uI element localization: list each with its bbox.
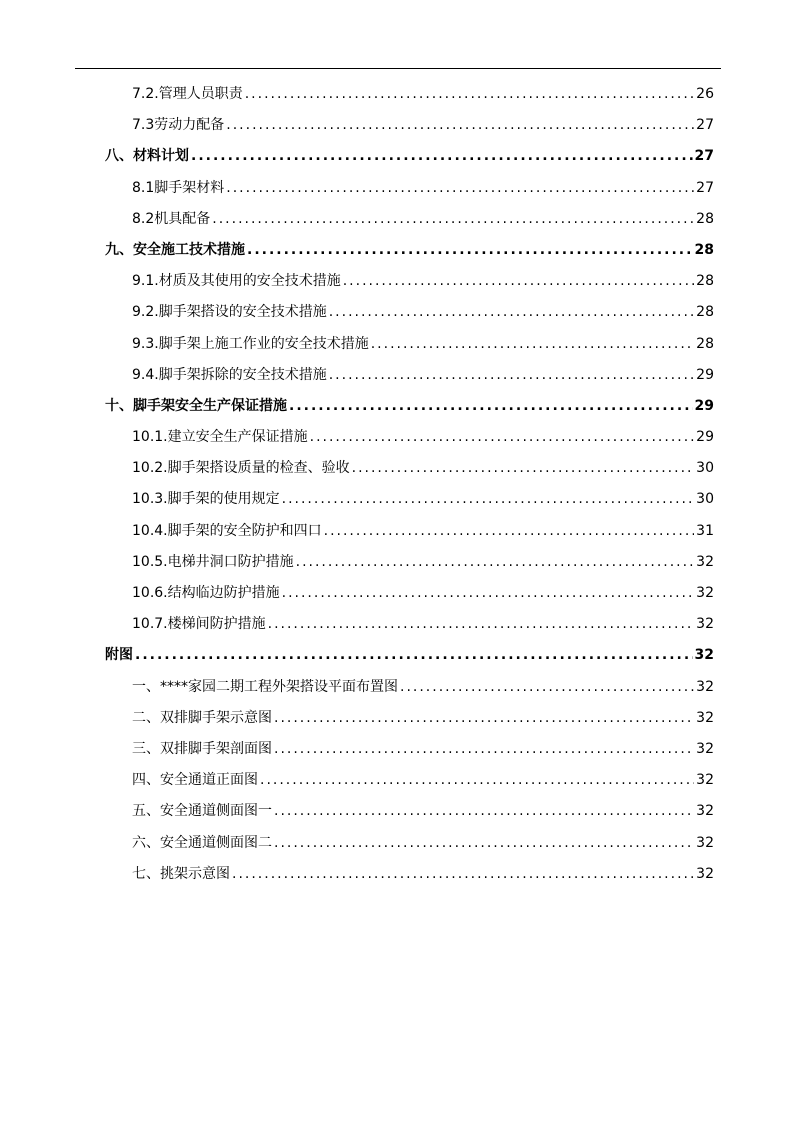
toc-page-number: 32 xyxy=(696,740,714,757)
toc-dot-leader xyxy=(282,491,695,507)
toc-section-entry[interactable] xyxy=(0,832,794,863)
toc-section-entry[interactable] xyxy=(0,488,794,519)
toc-entry-title: 八、材料计划 xyxy=(105,148,189,165)
toc-section-entry[interactable] xyxy=(0,301,794,332)
toc-dot-leader xyxy=(274,741,694,757)
toc-entry-title: 10.6.结构临边防护措施 xyxy=(132,585,280,601)
toc-entry-title: 8.2机具配备 xyxy=(132,210,211,227)
toc-page-number: 32 xyxy=(696,585,714,601)
toc-dot-leader xyxy=(260,772,694,788)
toc-dot-leader xyxy=(352,460,695,476)
toc-entry-title: 7.3劳动力配备 xyxy=(132,117,225,134)
toc-section-entry[interactable] xyxy=(0,83,794,114)
toc-page-number: 32 xyxy=(696,709,714,726)
toc-entry-title: 10.2.脚手架搭设质量的检查、验收 xyxy=(132,460,350,477)
toc-page-number: 32 xyxy=(696,834,714,851)
toc-section-entry[interactable] xyxy=(0,270,794,301)
toc-dot-leader xyxy=(245,86,694,102)
toc-dot-leader xyxy=(324,523,695,539)
toc-entry-title: 9.3.脚手架上施工作业的安全技术措施 xyxy=(132,335,369,352)
toc-dot-leader xyxy=(289,398,693,414)
toc-section-entry[interactable] xyxy=(0,364,794,395)
toc-dot-leader xyxy=(343,273,694,289)
toc-dot-leader xyxy=(226,117,694,133)
toc-entry-title: 三、双排脚手架剖面图 xyxy=(132,740,272,757)
toc-page-number: 29 xyxy=(696,429,714,446)
toc-dot-leader xyxy=(135,647,693,663)
toc-entry-title: 附图 xyxy=(105,647,133,664)
toc-page-number: 26 xyxy=(696,86,714,102)
header-rule xyxy=(75,68,721,69)
toc-chapter-entry[interactable] xyxy=(0,395,794,426)
toc-page-number: 28 xyxy=(694,241,714,258)
toc-dot-leader xyxy=(247,242,693,258)
toc-page-number: 27 xyxy=(694,148,714,165)
toc-entry-title: 10.5.电梯井洞口防护措施 xyxy=(132,553,294,570)
table-of-contents xyxy=(0,83,794,894)
toc-page-number: 29 xyxy=(694,397,714,414)
toc-chapter-entry[interactable] xyxy=(0,145,794,176)
toc-page-number: 28 xyxy=(696,210,714,227)
toc-entry-title: 四、安全通道正面图 xyxy=(132,772,258,789)
toc-page-number: 32 xyxy=(696,803,714,820)
toc-entry-title: 二、双排脚手架示意图 xyxy=(132,709,272,726)
toc-page-number: 30 xyxy=(696,460,714,477)
toc-entry-title: 8.1脚手架材料 xyxy=(132,179,225,196)
toc-dot-leader xyxy=(274,835,694,851)
toc-entry-title: 六、安全通道侧面图二 xyxy=(132,834,272,851)
toc-dot-leader xyxy=(268,616,695,632)
toc-entry-title: 10.3.脚手架的使用规定 xyxy=(132,491,280,508)
toc-page-number: 32 xyxy=(696,865,714,882)
toc-entry-title: 7.2.管理人员职责 xyxy=(132,86,243,102)
toc-dot-leader xyxy=(191,148,693,164)
toc-section-entry[interactable] xyxy=(0,520,794,551)
toc-section-entry[interactable] xyxy=(0,863,794,894)
toc-section-entry[interactable] xyxy=(0,676,794,707)
toc-section-entry[interactable] xyxy=(0,208,794,239)
toc-dot-leader xyxy=(310,429,695,445)
toc-entry-title: 10.1.建立安全生产保证措施 xyxy=(132,429,308,446)
toc-entry-title: 9.4.脚手架拆除的安全技术措施 xyxy=(132,366,327,383)
toc-section-entry[interactable] xyxy=(0,769,794,800)
toc-page-number: 32 xyxy=(696,678,714,695)
toc-entry-title: 10.7.楼梯间防护措施 xyxy=(132,616,266,633)
toc-dot-leader xyxy=(400,679,694,695)
toc-page-number: 28 xyxy=(696,304,714,321)
toc-section-entry[interactable] xyxy=(0,582,794,613)
toc-section-entry[interactable] xyxy=(0,457,794,488)
toc-dot-leader xyxy=(282,585,695,601)
toc-page-number: 29 xyxy=(696,366,714,383)
toc-chapter-entry[interactable] xyxy=(0,239,794,270)
toc-entry-title: 9.2.脚手架搭设的安全技术措施 xyxy=(132,304,327,321)
toc-page-number: 27 xyxy=(696,179,714,196)
toc-dot-leader xyxy=(212,211,694,227)
toc-page-number: 28 xyxy=(696,335,714,352)
toc-page-number: 32 xyxy=(696,553,714,570)
toc-page-number: 28 xyxy=(696,273,714,290)
toc-entry-title: 9.1.材质及其使用的安全技术措施 xyxy=(132,273,341,290)
toc-dot-leader xyxy=(296,554,695,570)
toc-section-entry[interactable] xyxy=(0,114,794,145)
toc-entry-title: 10.4.脚手架的安全防护和四口 xyxy=(132,522,322,539)
toc-page-number: 30 xyxy=(696,491,714,508)
toc-dot-leader xyxy=(226,180,694,196)
toc-page-number: 32 xyxy=(694,647,714,664)
toc-section-entry[interactable] xyxy=(0,738,794,769)
toc-section-entry[interactable] xyxy=(0,426,794,457)
toc-entry-title: 七、挑架示意图 xyxy=(132,865,230,882)
toc-section-entry[interactable] xyxy=(0,707,794,738)
toc-entry-title: 五、安全通道侧面图一 xyxy=(132,803,272,820)
toc-page-number: 27 xyxy=(696,117,714,134)
toc-page-number: 32 xyxy=(696,616,714,633)
toc-entry-title: 九、安全施工技术措施 xyxy=(105,241,245,258)
toc-dot-leader xyxy=(371,336,694,352)
toc-dot-leader xyxy=(274,710,694,726)
toc-page-number: 32 xyxy=(696,772,714,789)
toc-chapter-entry[interactable] xyxy=(0,644,794,675)
toc-dot-leader xyxy=(329,367,694,383)
toc-entry-title: 十、脚手架安全生产保证措施 xyxy=(105,397,287,414)
toc-section-entry[interactable] xyxy=(0,613,794,644)
toc-dot-leader xyxy=(274,803,694,819)
toc-section-entry[interactable] xyxy=(0,551,794,582)
toc-section-entry[interactable] xyxy=(0,177,794,208)
toc-dot-leader xyxy=(232,866,694,882)
toc-section-entry[interactable] xyxy=(0,800,794,831)
toc-entry-title: 一、****家园二期工程外架搭设平面布置图 xyxy=(132,678,398,695)
toc-page-number: 31 xyxy=(696,522,714,539)
toc-dot-leader xyxy=(329,304,694,320)
toc-section-entry[interactable] xyxy=(0,333,794,364)
